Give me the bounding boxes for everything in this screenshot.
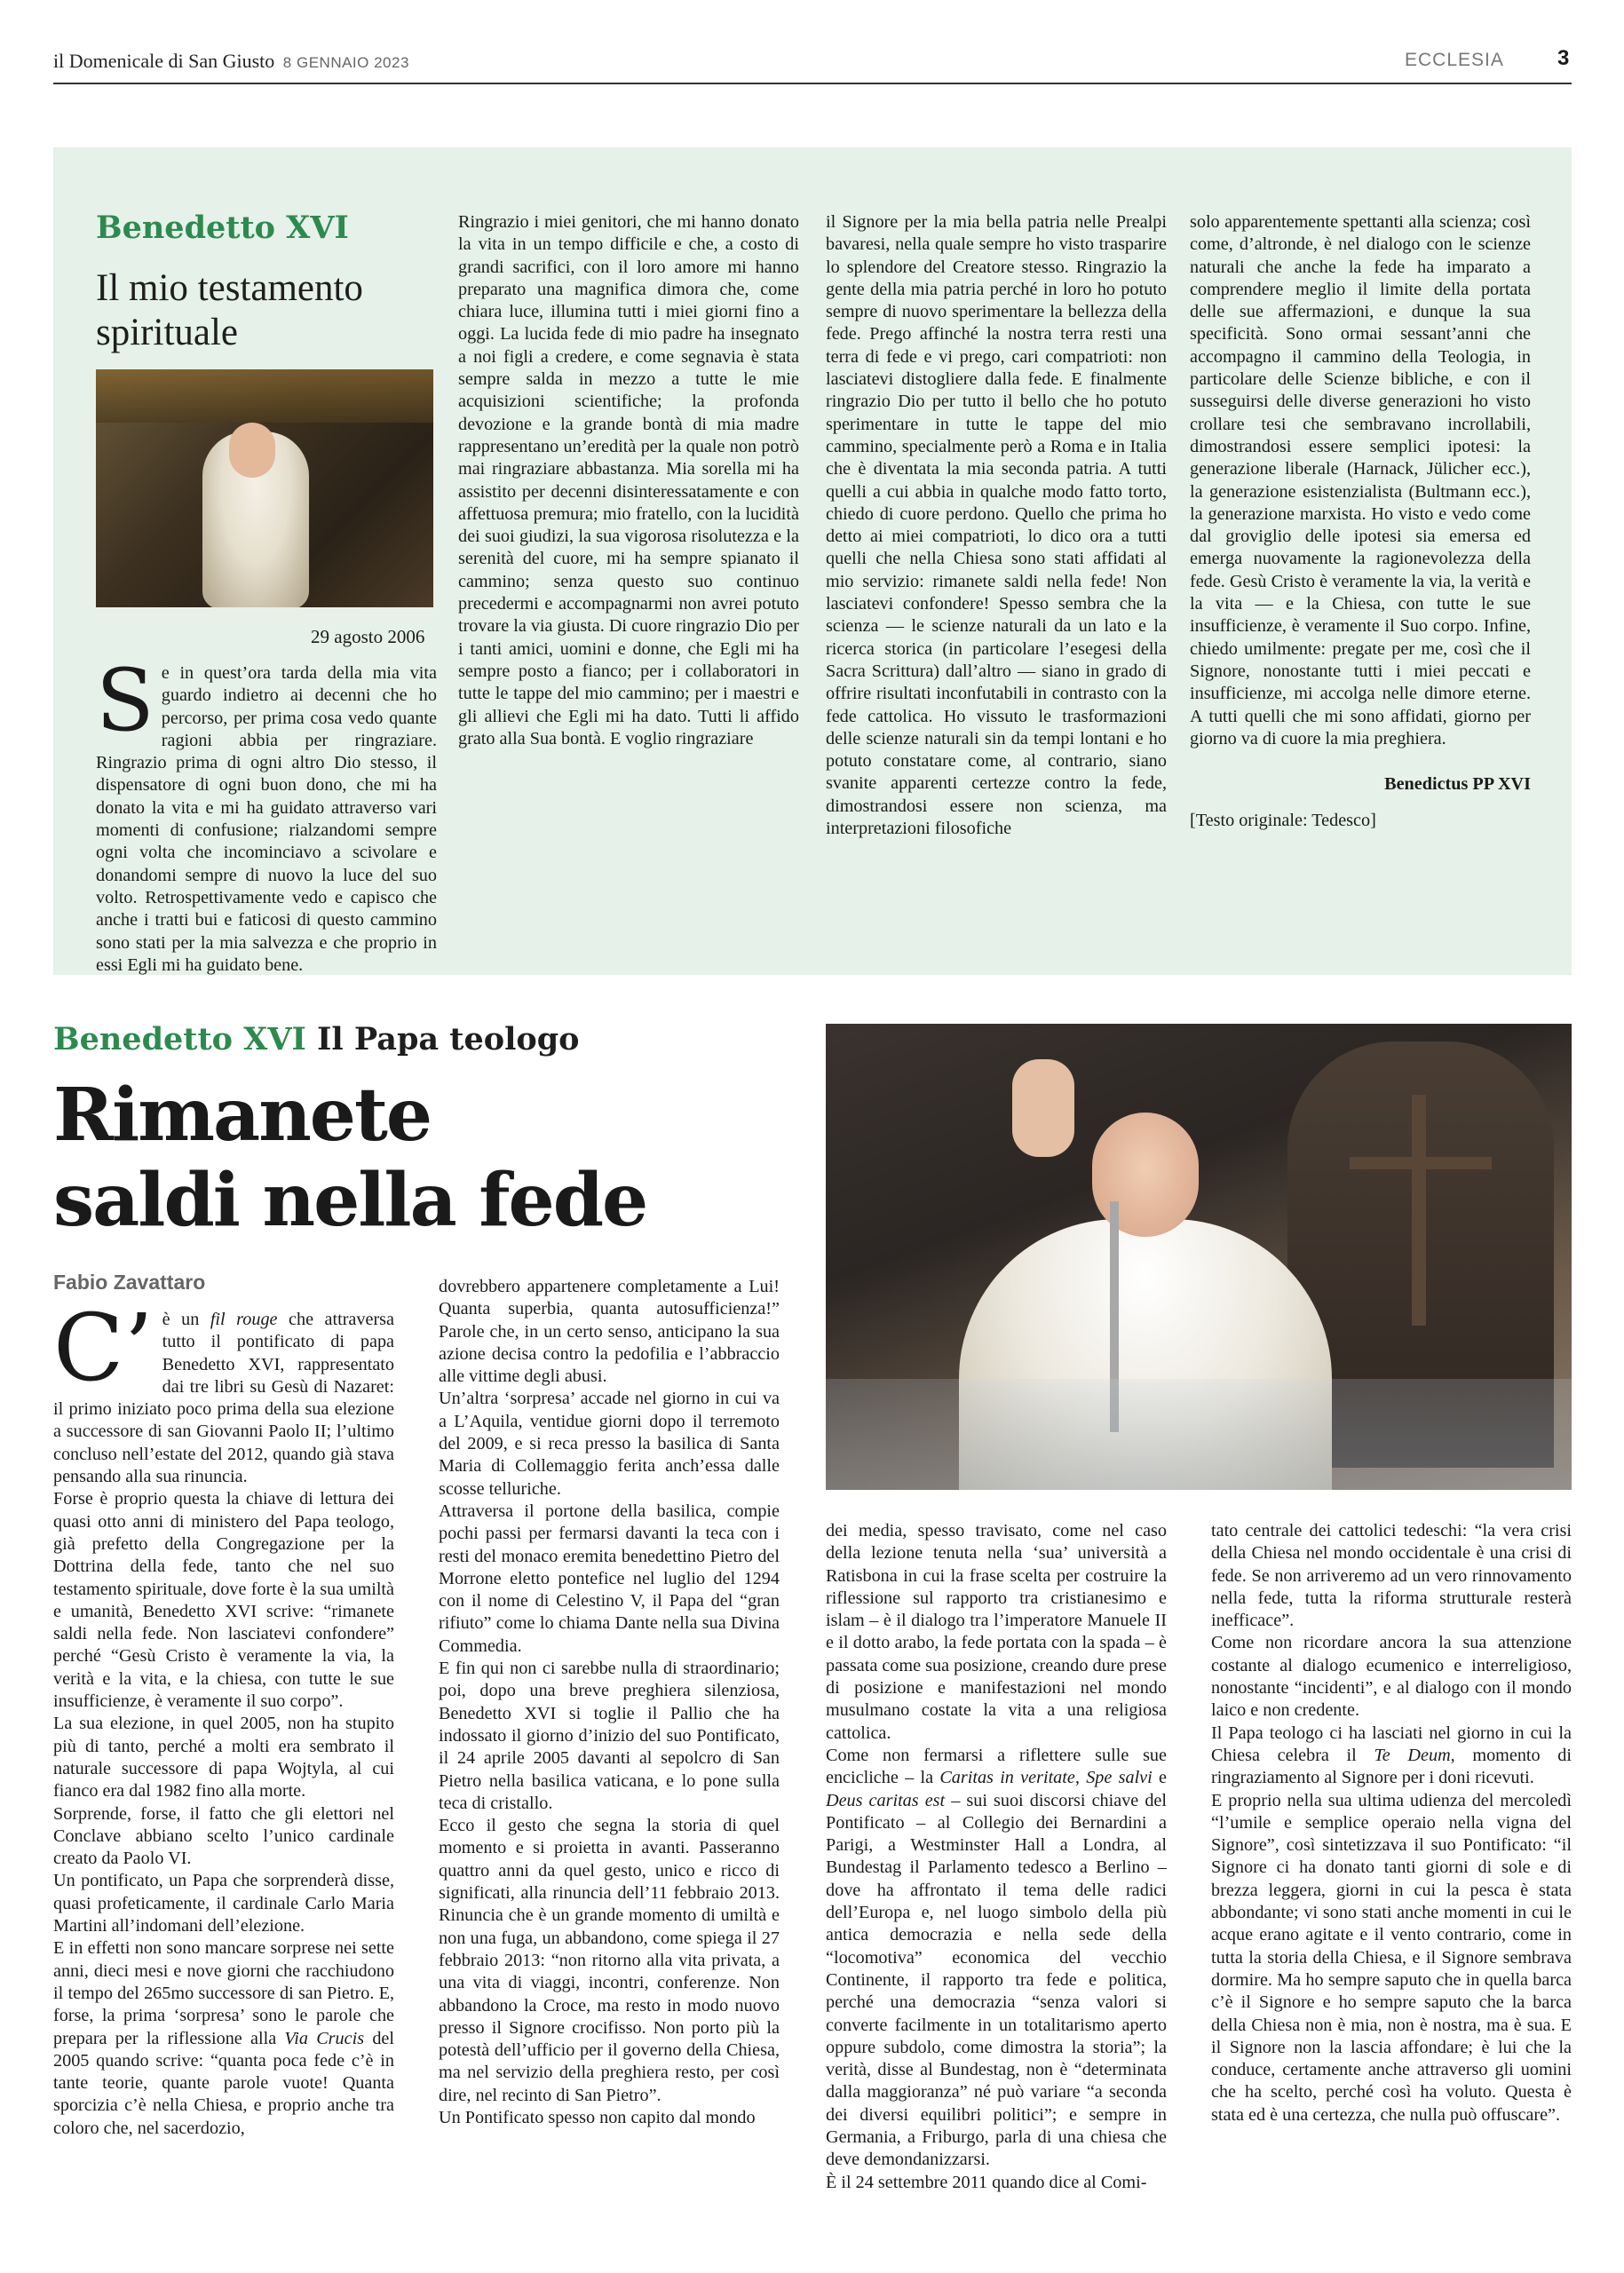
- headline-line-1: Rimanete: [53, 1073, 432, 1158]
- drop-cap: C’: [53, 1294, 154, 1402]
- photo-pope-praying: [96, 369, 433, 607]
- article-paragraph: È il 24 settembre 2011 quando dice al Comi-: [826, 2172, 1147, 2192]
- article-paragraph: tato centrale dei cattolici tedeschi: “la vera crisi della Chiesa nel mondo occidentale è una crisi di fede. Se non arriveremo ad un vero rinnovamento nella fede, tutta la riforma strutturale resterà inefficace”.: [1211, 1521, 1572, 1631]
- article-paragraph: dovrebbero appartenere completamente a Lui! Quanta superbia, quanta autosufficienza!” Parole che, in un certo senso, anticipano la sua azione decisa contro la pedofilia e l’abbraccio alle vittime degli abusi.: [439, 1277, 780, 1387]
- article-paragraph: Un’altra ‘sorpresa’ accade nel giorno in cui va a L’Aquila, ventidue giorni dopo il terremoto del 2009, e si reca presso la basilica di Santa Maria di Collemaggio ferita anch’essa dalle scosse telluriche.: [439, 1389, 780, 1499]
- article-paragraph: Attraversa il portone della basilica, compie pochi passi per fermarsi davanti la teca con i resti del monaco eremita benedettino Pietro del Morrone eletto pontefice nel luglio del 1294 con il nome di Celestino V, il Papa del “gran rifiuto” come lo chiama Dante nella sua Divina Commedia.: [439, 1501, 780, 1656]
- article-paragraph: E in effetti non sono mancare sorprese nei sette anni, dieci mesi e nove giorni che racchiudono il tempo del 265mo successore di san Pietro. E, forse, la prima ‘sorpresa’ sono le parole che prepara per la riflessione alla Via Crucis del 2005 quando scrive: “quanta poca fede c’è in tante teorie, quante parole vuote! Quanta sporcizia c’è nella Chiesa, e proprio anche tra coloro che, nel sacerdozio,: [53, 1938, 394, 2138]
- testament-text-4: solo apparentemente spettanti alla scienza; così come, d’altronde, è nel dialogo con le scienze naturali che anche la fede ha imparato a comprendere meglio il limite della portata delle sue affermazioni, e dunque la sua specificità. Sono ormai sessant’anni che accompagno il cammino della Teologia, in particolare delle Scienze bibliche, e con il susseguirsi delle diverse generazioni ho visto crollare tesi che sembravano incrollabili, dimostrandosi essere semplici ipotesi: la generazione liberale (Harnack, Jülicher ecc.), la generazione esistenzialista (Bultmann ecc.), la generazione marxista. Ho visto e vedo come dal groviglio delle ipotesi sia emersa ed emerga nuovamente la ragionevolezza della fede. Gesù Cristo è veramente la via, la verità e la vita — e la Chiesa, con tutte le sue insufficienze, è veramente il Suo corpo. Infine, chiedo umilmente: pregate per me, così che il Signore, nonostante tutti i miei peccati e insufficienze, mi accolga nelle dimore eterne. A tutti quelli che mi sono affidati, giorno per giorno va di cuore la mia preghiera.: [1190, 212, 1531, 748]
- testament-text-1: e in quest’ora tarda della mia vita guardo indietro ai decenni che ho percorso, per prima cosa vedo quante ragioni abbia per ringraziare. Ringrazio prima di ogni altro Dio stesso, il dispensatore di ogni buon dono, che mi ha donato la vita e mi ha guidato attraverso vari momenti di confusione; rialzandomi sempre ogni volta che incominciavo a scivolare e donandomi sempre di nuovo la luce del suo volto. Retrospettivamente vedo e capisco che anche i tratti bui e faticosi di questo cammino sono stati per la mia salvezza e che proprio in essi Egli mi ha guidato bene.: [96, 663, 437, 975]
- testament-title: Il mio testamento spirituale: [96, 267, 363, 353]
- testament-text-3: il Signore per la mia bella patria nelle Prealpi bavaresi, nella quale sempre ho visto trasparire lo splendore del Creatore stesso. Ringrazio la gente della mia patria perché in loro ho potuto sempre di nuovo sperimentare la bellezza della fede. Prego affinché la nostra terra resti una terra di fede e vi prego, cari compatrioti: non lasciatevi distogliere dalla fede. E finalmente ringrazio Dio per tutto il bello che ho potuto sperimentare in tutte le tappe del mio cammino, specialmente però a Roma e in Italia che è diventata la mia seconda patria. A tutti quelli a cui abbia in qualche modo fatto torto, chiedo di cuore perdono. Quello che prima ho detto ai miei compatrioti, lo dico ora a tutti quelli che nella Chiesa sono stati affidati al mio servizio: rimanete saldi nella fede! Non lasciatevi confondere! Spesso sembra che la scienza — le scienze naturali da un lato e la ricerca storica (in particolare l’esegesi della Sacra Scrittura) dall’altro — siano in grado di offrire risultati inconfutabili in contrasto con la fede cattolica. Ho vissuto le trasformazioni delle scienze naturali sin da tempi lontani e ho potuto constatare come, al contrario, siano svanite apparenti certezze contro la fede, dimostrandosi essere non scienza, ma interpretazioni filosofiche: [826, 212, 1167, 839]
- signature: Benedictus PP XVI: [1384, 774, 1531, 795]
- article-column-1: [53, 1294, 394, 2140]
- article-paragraph: Ecco il gesto che segna la storia di quel momento e si proietta in avanti. Passeranno quattro anni da quel gesto, unico e ricco di significati, alla rinuncia dell’11 febbraio 2013. Rinuncia che è un grande momento di umiltà e non una fuga, un abbandono, come spiega il 27 febbraio 2013: “non ritorno alla vita privata, a una vita di viaggi, incontri, conferenze. Non abbandono la Croce, ma resto in modo nuovo presso il Signore crocifisso. Non porto più la potestà dell’ufficio per il governo della Chiesa, ma nel servizio della preghiera resto, per così dire, nel recinto di San Pietro”.: [439, 1816, 780, 2105]
- testament-kicker: Benedetto XVI: [96, 210, 349, 246]
- article-paragraph: è un fil rouge che attraversa tutto il pontificato di papa Benedetto XVI, rappresentato dai tre libri su Gesù di Nazaret: il primo iniziato poco prima della sua elezione a successore di san Giovanni Paolo II; l’ultimo concluso nell’estate del 2012, quando già stava pensando alla sua rinuncia.: [53, 1310, 394, 1487]
- header-rule-section: [1401, 83, 1572, 84]
- header-rule: [53, 83, 1572, 84]
- article-paragraph: La sua elezione, in quel 2005, non ha stupito più di tanto, perché a molti era sembrato il naturale successore di papa Wojtyla, al cui fianco era dal 1982 fino alla morte.: [53, 1714, 394, 1802]
- testament-column-2: [458, 211, 799, 948]
- page-number: 3: [1557, 46, 1570, 70]
- article-paragraph: Come non ricordare ancora la sua attenzione costante al dialogo ecumenico e interreligioso, nonostante “incidenti”, e al dialogo con il mondo laico e non credente.: [1211, 1633, 1572, 1721]
- article-paragraph: Un pontificato, un Papa che sorprenderà disse, quasi profeticamente, il cardinale Carlo Maria Martini all’indomani dell’elezione.: [53, 1871, 394, 1936]
- article-author: Fabio Zavattaro: [53, 1271, 206, 1294]
- issue-date: 8 GENNAIO 2023: [282, 54, 409, 71]
- article-paragraph: Il Papa teologo ci ha lasciati nel giorno in cui la Chiesa celebra il Te Deum, momento di ringraziamento al Signore per i doni ricevuti.: [1211, 1723, 1572, 1788]
- newspaper-name: il Domenicale di San Giusto: [53, 50, 275, 72]
- newspaper-masthead: [53, 50, 409, 73]
- headline-line-2: saldi nella fede: [53, 1158, 647, 1243]
- article-column-4: [1211, 1520, 1572, 2126]
- article-kicker-dark: Il Papa teologo: [317, 1021, 580, 1057]
- article-column-3: [826, 1520, 1167, 2230]
- testament-column-1: [96, 651, 437, 977]
- original-language-note: [Testo originale: Tedesco]: [1190, 811, 1376, 831]
- article-kicker-green: Benedetto XVI: [53, 1021, 306, 1057]
- article-paragraph: E proprio nella sua ultima udienza del mercoledì “l’umile e semplice operaio nella vigna del Signore”, così sintetizzava il suo Pontificato: “il Signore ci ha donato tanti giorni di sole e di brezza leggera, giorni in cui la pesca è stata abbondante; vi sono stati anche momenti in cui le acque erano agitate e il vento contrario, come in tutta la storia della Chiesa, e il Signore sembrava dormire. Ma ho sempre saputo che in quella barca c’è il Signore e ho sempre saputo che la barca della Chiesa non è mia, non è nostra, ma è sua. E il Signore non la lascia affondare; è lui che la conduce, certamente anche attraverso gli uomini che ha scelto, perché così ha voluto. Questa è stata ed è una certezza, che nulla può offuscare”.: [1211, 1790, 1572, 2125]
- article-paragraph: E fin qui non ci sarebbe nulla di straordinario; poi, dopo una breve preghiera silenziosa, Benedetto XVI si toglie il Pallio che ha indossato il giorno d’inizio del suo Pontificato, il 24 aprile 2005 davanti al sepolcro di San Pietro nella basilica vaticana, e lo pone sulla teca di cristallo.: [439, 1659, 780, 1813]
- article-paragraph: Sorprende, forse, il fatto che gli elettori nel Conclave abbiano scelto l’unico cardinale creato da Paolo VI.: [53, 1803, 394, 1869]
- article-paragraph: Un Pontificato spesso non capito dal mondo: [439, 2107, 756, 2127]
- article-paragraph: dei media, spesso travisato, come nel caso della lezione tenuta nella ‘sua’ università a Ratisbona in cui la frase scelta per costruire la riflessione sul rapporto tra cristianesimo e islam – è il dialogo tra l’imperatore Manuele II e il dotto arabo, la fede portata con la spada – è passata come sua posizione, creando dure prese di posizione e manifestazioni nel mondo musulmano costate la vita a una religiosa cattolica.: [826, 1521, 1167, 1743]
- testament-text-2: Ringrazio i miei genitori, che mi hanno donato la vita in un tempo difficile e che, a costo di grandi sacrifici, con il loro amore mi hanno preparato una magnifica dimora che, come chiara luce, illumina tutti i miei giorni fino a oggi. La lucida fede di mio padre ha insegnato a noi figli a credere, e come segnavia è stata sempre salda in mezzo a tutte le mie acquisizioni scientifiche; la profonda devozione e la grande bontà di mia madre rappresentano un’eredità per la quale non potrò mai ringraziare abbastanza. Mia sorella mi ha assistito per decenni disinteressatamente e con affettuosa premura; mio fratello, con la lucidità dei suoi giudizi, la sua vigorosa risolutezza e la serenità del cuore, mi ha sempre spianato il cammino; senza questo suo continuo precedermi e accompagnarmi non avrei potuto trovare la via giusta. Di cuore ringrazio Dio per i tanti amici, uomini e donne, che Egli mi ha sempre posto a fianco; per i collaboratori in tutte le tappe del mio cammino; per i maestri e gli allievi che Egli mi ha dato. Tutti li affido grato alla Sua bontà. E voglio ringraziare: [458, 212, 799, 748]
- article-column-2: [439, 1276, 780, 2217]
- testament-column-4: [1190, 211, 1531, 833]
- testament-date: 29 agosto 2006: [311, 626, 425, 647]
- article-paragraph: Forse è proprio questa la chiave di lettura dei quasi otto anni di ministero del Papa teologo, già prefetto della Congregazione per la Dottrina della fede, tanto che nel suo testamento spirituale, dove forte è la sua umiltà e umanità, Benedetto XVI scrive: “rimanete saldi nella fede. Non lasciatevi confondere” perché “Gesù Cristo è veramente la via, la verità e la vita, e la chiesa, con tutte le sue insufficienze, è veramente il suo corpo”.: [53, 1489, 394, 1712]
- section-name: ECCLESIA: [1405, 50, 1504, 70]
- article-headline: [53, 1073, 646, 1243]
- article-kicker: [53, 1021, 580, 1057]
- drop-cap: S: [96, 651, 154, 750]
- article-paragraph: Come non fermarsi a riflettere sulle sue encicliche – la Caritas in veritate, Spe salvi e Deus caritas est – sui suoi discorsi chiave del Pontificato – al Collegio dei Bernardini a Parigi, a Westminster Hall a Londra, al Bundestag il Parlamento tedesco a Berlino – dove ha affrontato il tema delle radici dell’Europa e, nel luogo simbolo della più antica democrazia e nella sede della “locomotiva” economica del vecchio Continente, il rapporto tra fede e politica, perché una democrazia “senza valori si converte facilmente in un totalitarismo aperto oppure subdolo, come dimostra la storia”; la verità, disse al Bundestag, non è “determinata dalla maggioranza” né può variare “a seconda dei diversi equilibri politici”; e sempre in Germania, a Friburgo, parla di una chiesa che deve demondanizzarsi.: [826, 1745, 1167, 2170]
- testament-column-3: [826, 211, 1167, 948]
- photo-pope-waving: [826, 1024, 1572, 1490]
